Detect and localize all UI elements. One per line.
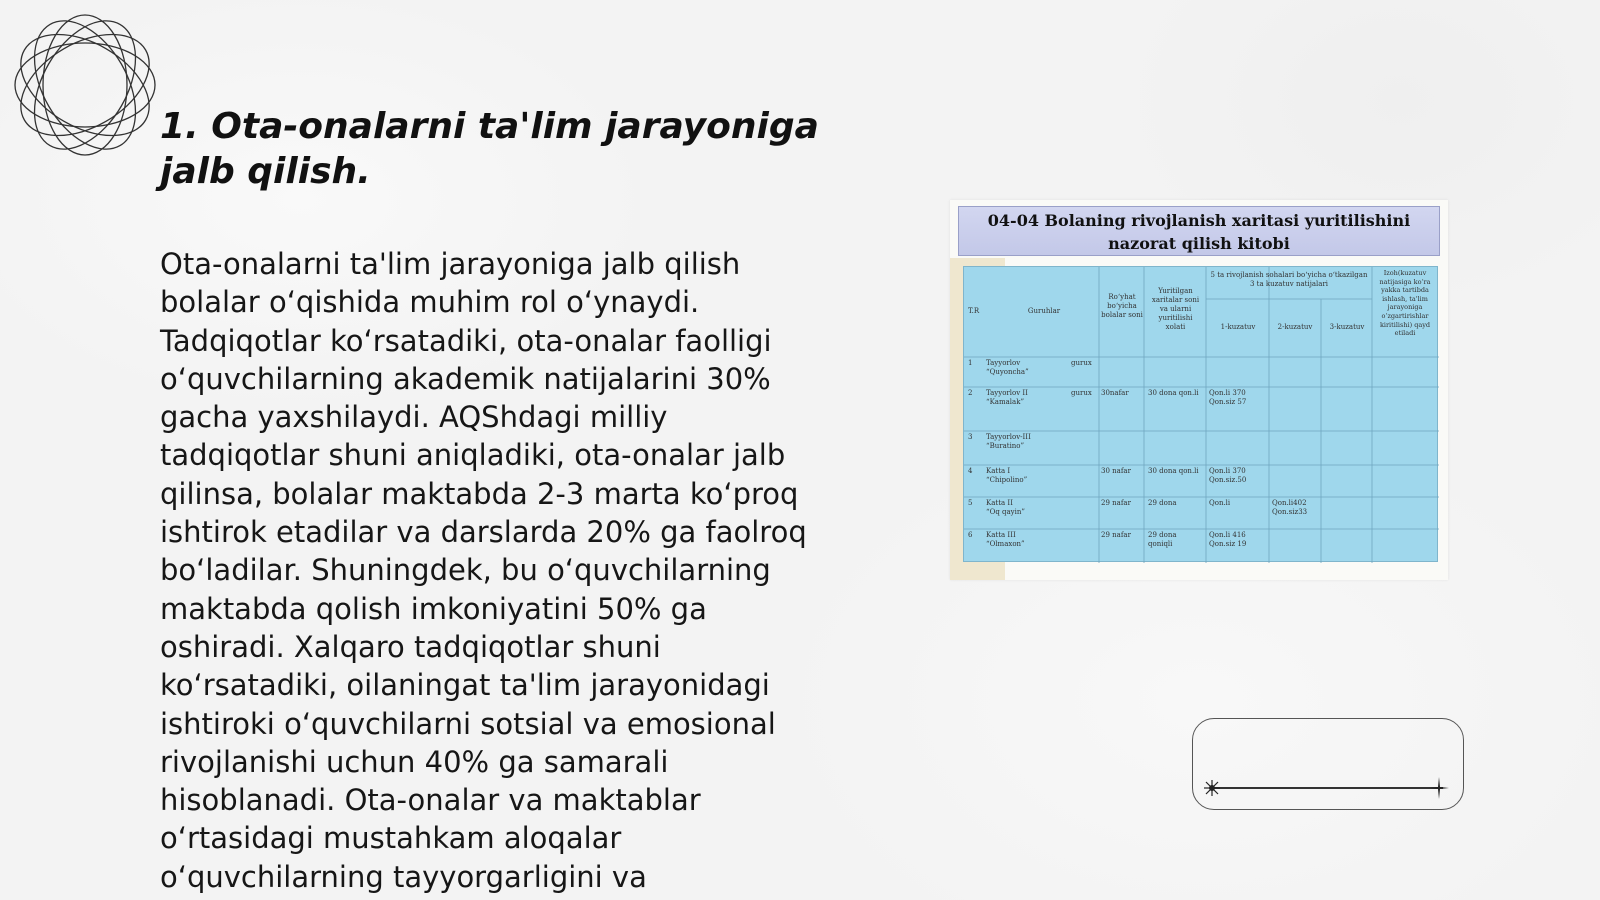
header-list-count: Ro‘yhat bo‘yicha bolalar soni	[1101, 293, 1143, 319]
sparkle-icon	[1429, 777, 1449, 799]
table-image-grid	[963, 266, 1438, 562]
header-obs2: 2-kuzatuv	[1277, 323, 1313, 331]
slider-track	[1213, 787, 1443, 789]
header-obs1: 1-kuzatuv	[1220, 323, 1256, 331]
sun-icon	[1203, 779, 1221, 797]
row-number: 6	[968, 531, 973, 539]
row-number: 5	[968, 499, 973, 507]
row-obs1: Qon.li 370 Qon.siz.50	[1209, 467, 1247, 484]
slide-title: 1. Ota-onalarni ta'lim jarayoniga jalb qilish.	[160, 106, 819, 192]
row-count: 30 nafar	[1101, 467, 1131, 475]
row-obs1: Qon.li 416 Qon.siz 19	[1209, 531, 1247, 548]
row-group-extra: guruх	[1071, 389, 1092, 397]
header-groups: Guruhlar	[1027, 307, 1061, 315]
row-obs2: Qon.li402 Qon.siz33	[1272, 499, 1308, 516]
row-group: Katta I “Chipolino”	[986, 467, 1028, 484]
header-obs3: 3-kuzatuv	[1329, 323, 1365, 331]
decorative-slider-frame	[1192, 718, 1464, 810]
header-observations: 5 ta rivojlanish sohalari bo‘yicha o‘tkazilgan 3 ta kuzatuv natijalari	[1210, 271, 1368, 288]
row-maps: 30 dona qon.li	[1148, 389, 1199, 397]
header-notes: Izoh(kuzatuv natijasiga ko‘ra yakka tartibda ishlash, ta'lim jarayoniga o‘zgartirishlar kiritilishi) qayd etiladi	[1379, 269, 1431, 338]
row-group: Tayyorlov-III “Buratino”	[986, 433, 1031, 450]
table-image-title: 04-04 Bolaning rivojlanish xaritasi yuritilishini nazorat qilish kitobi	[958, 206, 1440, 256]
row-obs1: Qon.li 370 Qon.siz 57	[1209, 389, 1247, 406]
row-count: 29 nafar	[1101, 531, 1131, 539]
row-group: Katta III “Olmaxon”	[986, 531, 1025, 548]
row-number: 2	[968, 389, 973, 397]
row-number: 4	[968, 467, 973, 475]
row-group: Katta II “Oq qayin”	[986, 499, 1025, 516]
row-number: 3	[968, 433, 973, 441]
row-count: 30nafar	[1101, 389, 1129, 397]
row-group: Tayyorlov “Quyoncha”	[986, 359, 1029, 376]
row-maps: 29 dona	[1148, 499, 1177, 507]
header-tr: T.R	[968, 307, 980, 315]
circular-rosette-icon	[10, 10, 160, 160]
row-group: Tayyorlov II “Kamalak”	[986, 389, 1028, 406]
row-number: 1	[968, 359, 973, 367]
slide-body-text: Ota-onalarni ta'lim jarayoniga jalb qilish bolalar o‘qishida muhim rol o‘ynaydi. Tadqiqotlar ko‘rsatadiki, ota-onalar faolligi o‘quvchilarning akademik natijalarini 30% gacha yaxshilaydi. AQShdagi milliy tadqiqotlar shuni aniqladiki, ota-onalar jalb qilinsa, bolalar maktabda 2-3 marta ko‘proq ishtirok etadilar va darslarda 20% ga faolroq bo‘ladilar. Shuningdek, bu o‘quvchilarning maktabda qolish imkoniyatini 50% ga oshiradi. Xalqaro tadqiqotlar shuni ko‘rsatadiki, oilaningat ta'lim jarayonidagi ishtiroki o‘quvchilarni sotsial va emosional rivojlanishi uchun 40% ga samarali hisoblanadi. Ota-onalar va maktablar o‘rtasidagi mustahkam aloqalar o‘quvchilarning tayyorgarligini va	[160, 247, 807, 894]
row-maps: 30 dona qon.li	[1148, 467, 1199, 475]
header-maps: Yuritilgan xaritalar soni va ularni yuritilishi xolati	[1151, 287, 1200, 331]
row-obs1: Qon.li	[1209, 499, 1231, 507]
row-group-extra: guruх	[1071, 359, 1092, 367]
row-maps: 29 dona qoniqli	[1148, 531, 1177, 548]
row-count: 29 nafar	[1101, 499, 1131, 507]
